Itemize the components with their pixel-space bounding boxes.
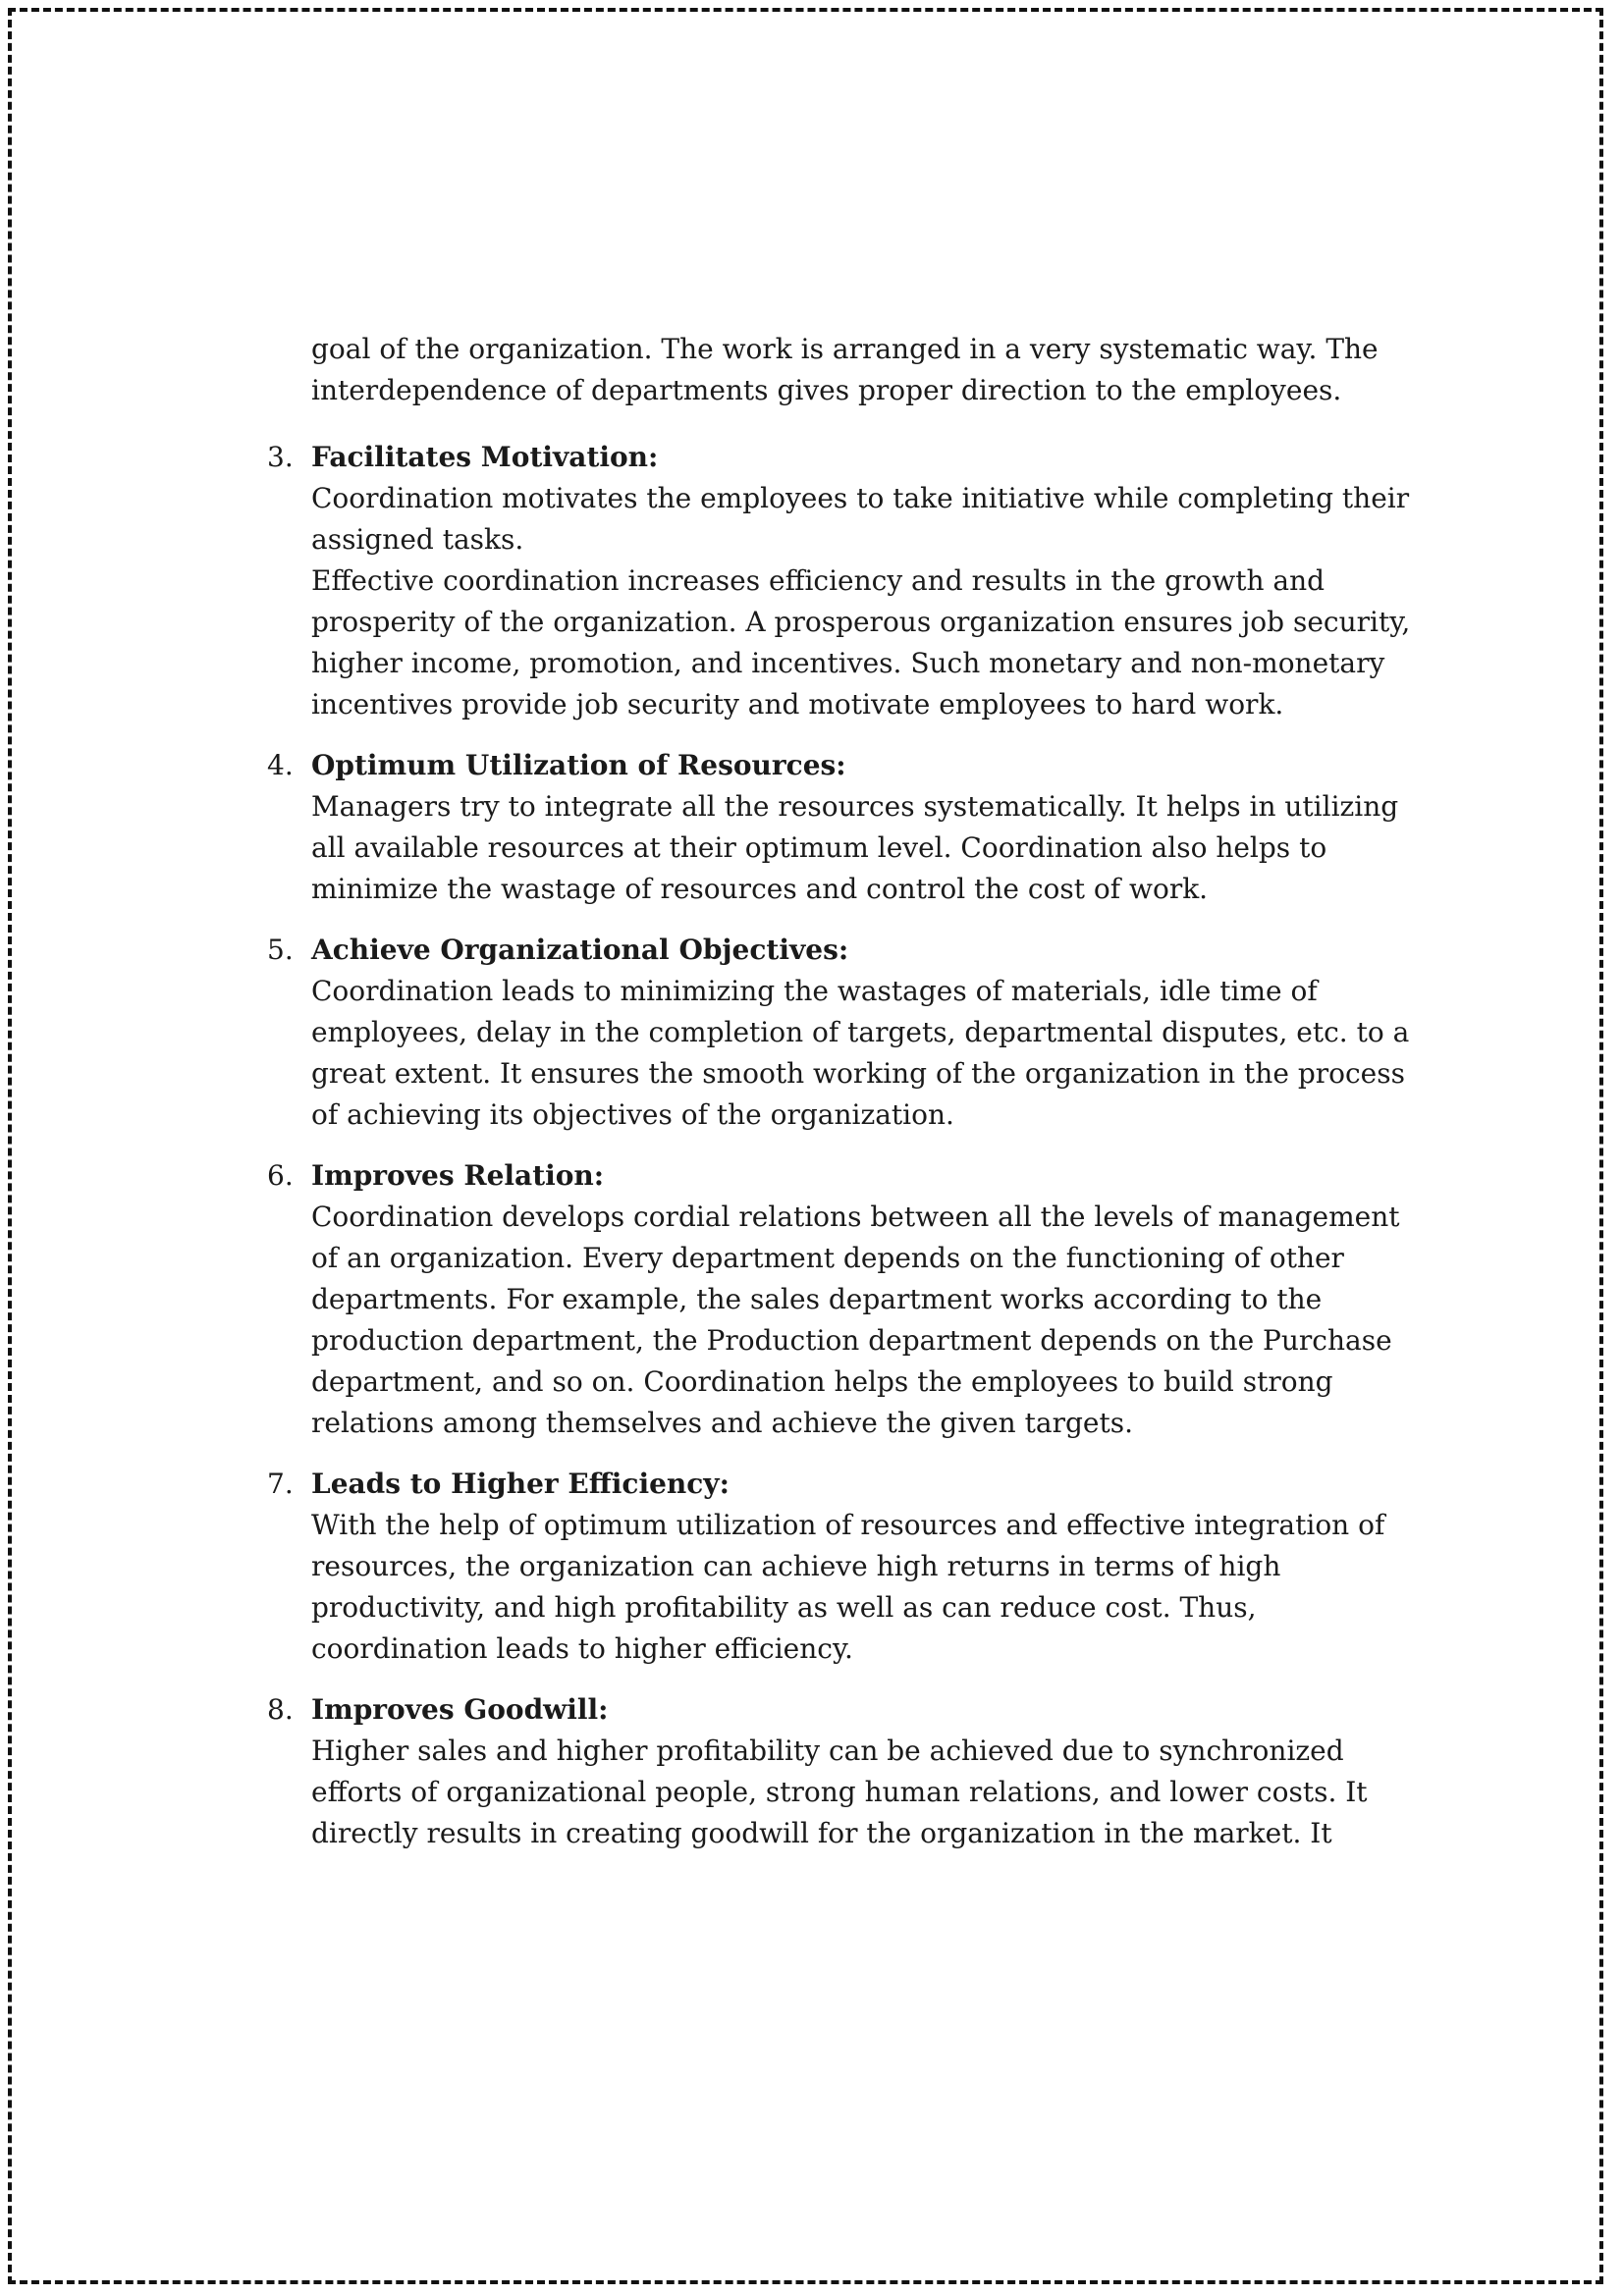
list-item-heading: Leads to Higher Efficiency: — [311, 1468, 730, 1500]
list-item-paragraph: Coordination develops cordial relations between all the levels of management of an organization. Every department depends on the functioning of other departments. For example, the sales department works according to the production department, the Production department depends on the Purchase department, and so on. Coordination helps the employees to build strong relations among themselves and achieve the given targets. — [311, 1201, 1400, 1439]
list-item-paragraph: Effective coordination increases efficiency and results in the growth and prosperity of the organization. A prosperous organization ensures job security, higher income, promotion, and incentives. Such monetary and non-monetary incentives provide job security and motivate employees to hard work. — [311, 564, 1411, 721]
list-item-number: 7. — [267, 1468, 294, 1500]
list-item-heading: Facilitates Motivation: — [311, 441, 659, 473]
list-item-heading: Improves Goodwill: — [311, 1693, 609, 1726]
list-item-number: 8. — [267, 1693, 294, 1726]
list-item-heading: Achieve Organizational Objectives: — [311, 934, 849, 966]
list-item — [267, 1155, 1416, 1444]
list-item-number: 4. — [267, 749, 294, 781]
list-item-paragraph: Coordination motivates the employees to take initiative while completing their assigned tasks. — [311, 482, 1410, 556]
numbered-list — [267, 437, 1416, 1854]
list-item — [267, 437, 1416, 725]
list-item-paragraph: Managers try to integrate all the resources systematically. It helps in utilizing all available resources at their optimum level. Coordination also helps to minimize the wastage of resources and control the cost of work. — [311, 790, 1399, 905]
list-item — [267, 1689, 1416, 1854]
list-item — [267, 745, 1416, 910]
list-item — [267, 930, 1416, 1136]
list-item-paragraph: Coordination leads to minimizing the wastages of materials, idle time of employees, delay in the completion of targets, departmental disputes, etc. to a great extent. It ensures the smooth working of the organization in the process of achieving its objectives of the organization. — [311, 975, 1410, 1131]
list-item-number: 3. — [267, 441, 294, 473]
document-body — [267, 329, 1416, 1874]
list-item — [267, 1464, 1416, 1670]
list-item-paragraph: With the help of optimum utilization of resources and effective integration of resources, the organization can achieve high returns in terms of high productivity, and high profitability as well as can reduce cost. Thus, coordination leads to higher efficiency. — [311, 1509, 1385, 1665]
intro-continuation: goal of the organization. The work is arranged in a very systematic way. The interdependence of departments gives proper direction to the employees. — [311, 333, 1379, 406]
list-item-heading: Improves Relation: — [311, 1159, 605, 1192]
list-item-paragraph: Higher sales and higher profitability can be achieved due to synchronized efforts of organizational people, strong human relations, and lower costs. It directly results in creating goodwill for the organization in the market. It — [311, 1735, 1368, 1849]
list-item-heading: Optimum Utilization of Resources: — [311, 749, 846, 781]
list-item-number: 6. — [267, 1159, 294, 1192]
list-item-number: 5. — [267, 934, 294, 966]
